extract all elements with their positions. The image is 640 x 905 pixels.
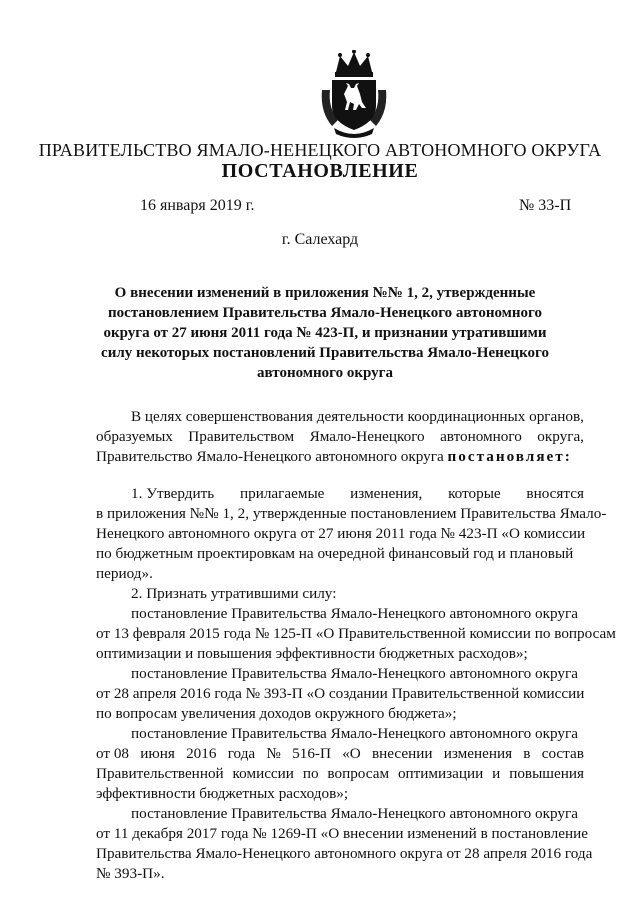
item-1-line: в приложения №№ 1, 2, утвержденные постановлением Правительства Ямало- <box>96 505 607 522</box>
resolves-word: постановляет: <box>447 448 572 465</box>
repealed-3-line: Правительственной комиссии по вопросам оптимизации и повышения <box>96 765 584 782</box>
document-body <box>96 407 616 884</box>
document-title <box>100 283 550 383</box>
item-1-line: период». <box>96 565 153 582</box>
title-line: автономного округа <box>257 365 393 381</box>
repealed-1-line: постановление Правительства Ямало-Ненецкого автономного округа <box>131 605 578 622</box>
document-type: ПОСТАНОВЛЕНИЕ <box>221 160 419 182</box>
repealed-4-line: Правительства Ямало-Ненецкого автономного округа от 28 апреля 2016 года <box>96 845 593 862</box>
repealed-3-line: от 08 июня 2016 года № 516-П «О внесении изменения в состав <box>96 745 584 762</box>
repealed-2-line: постановление Правительства Ямало-Ненецкого автономного округа <box>131 665 578 682</box>
coat-of-arms-emblem <box>318 50 390 138</box>
item-2-line: 2. Признать утратившими силу: <box>131 585 337 602</box>
repealed-2-line: от 28 апреля 2016 года № 393-П «О создании Правительственной комиссии <box>96 685 585 702</box>
repealed-3-line: эффективности бюджетных расходов»; <box>96 785 349 802</box>
document-city: г. Салехард <box>281 231 359 248</box>
title-line: округа от 27 июня 2011 года № 423-П, и признании утратившими <box>103 325 547 341</box>
document-number: № 33-П <box>519 197 572 214</box>
repealed-2-line: по вопросам увеличения доходов окружного бюджета»; <box>96 705 457 722</box>
repealed-3-line: постановление Правительства Ямало-Ненецкого автономного округа <box>131 725 578 742</box>
title-line: силу некоторых постановлений Правительства Ямало-Ненецкого <box>101 345 549 361</box>
preamble-line: В целях совершенствования деятельности координационных органов, <box>131 408 584 425</box>
title-line: О внесении изменений в приложения №№ 1, 2, утвержденные <box>114 285 536 301</box>
repealed-4-line: № 393-П». <box>96 865 165 882</box>
preamble-line: образуемых Правительством Ямало-Ненецкого автономного округа, <box>96 428 584 445</box>
item-1-line: по бюджетным проектировкам на очередной финансовый год и плановый <box>96 545 574 562</box>
repealed-1-line: от 13 февраля 2015 года № 125-П «О Правительственной комиссии по вопросам <box>96 625 616 642</box>
title-line: постановлением Правительства Ямало-Ненецкого автономного <box>108 305 542 321</box>
repealed-4-line: постановление Правительства Ямало-Ненецкого автономного округа <box>131 805 578 822</box>
item-1-line: 1. Утвердить прилагаемые изменения, которые вносятся <box>131 485 584 502</box>
organization-name: ПРАВИТЕЛЬСТВО ЯМАЛО-НЕНЕЦКОГО АВТОНОМНОГО ОКРУГА <box>38 140 602 160</box>
repealed-1-line: оптимизации и повышения эффективности бюджетных расходов»; <box>96 645 528 662</box>
item-1-line: Ненецкого автономного округа от 27 июня 2011 года № 423-П «О комиссии <box>96 525 586 542</box>
document-date: 16 января 2019 г. <box>140 197 255 214</box>
preamble-line: Правительство Ямало-Ненецкого автономного округа постановляет: <box>96 448 572 465</box>
repealed-4-line: от 11 декабря 2017 года № 1269-П «О внесении изменений в постановление <box>96 825 588 842</box>
